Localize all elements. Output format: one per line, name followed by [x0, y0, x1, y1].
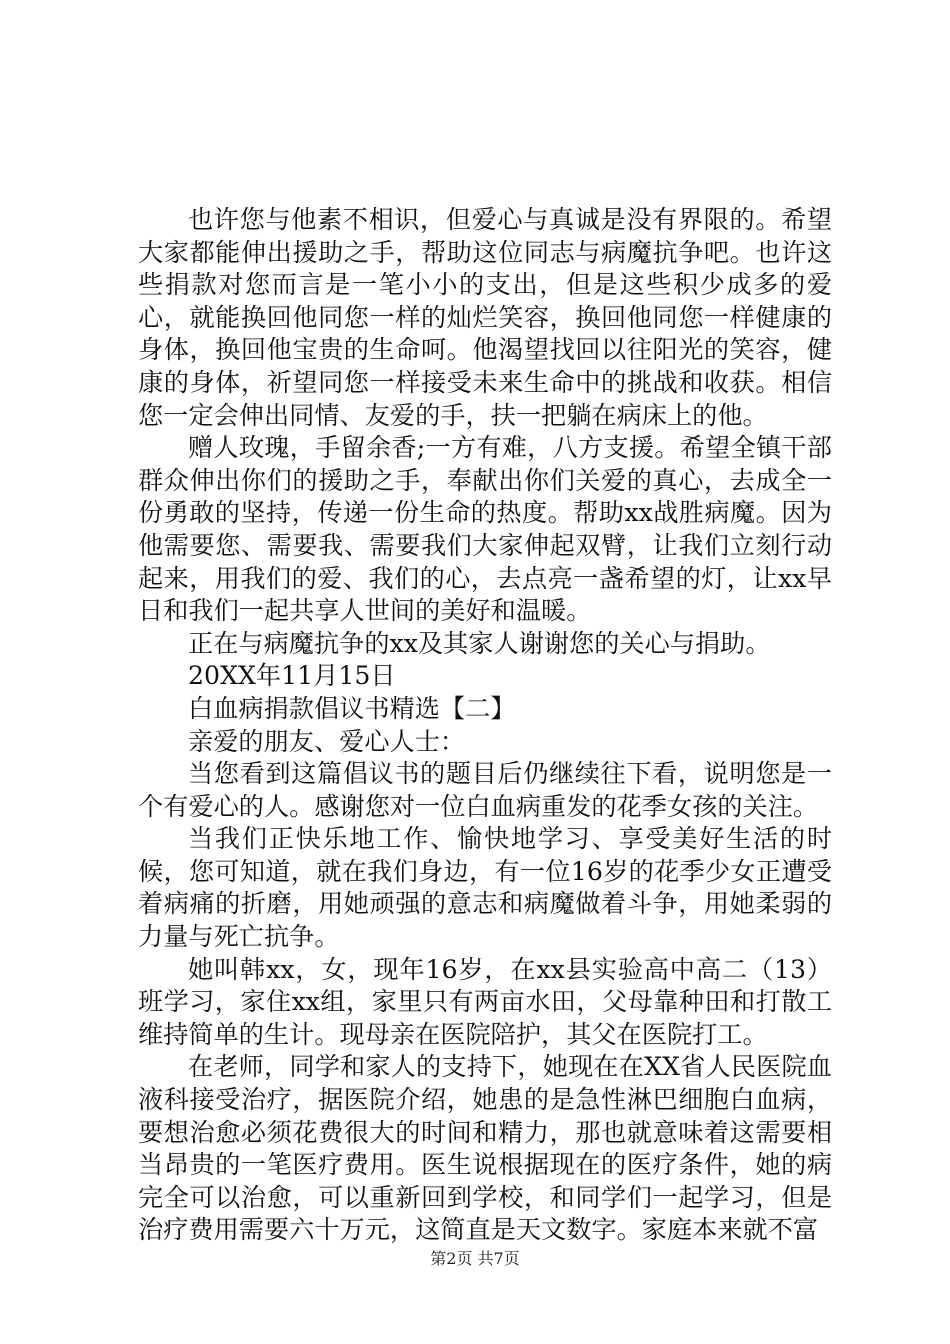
- section-heading: 白血病捐款倡议书精选【二】: [188, 693, 516, 723]
- paragraph-identity: 她叫韩xx，女，现年16岁，在xx县实验高中高二（13）班学习，家住xx组，家里只有两亩水田，父母靠种田和打散工维持简单的生计。现母亲在医院陪护，其父在医院打工。: [138, 954, 832, 1049]
- date-line: 20XX年11月15日: [188, 661, 396, 691]
- salutation: 亲爱的朋友、爱心人士：: [188, 726, 466, 756]
- page-number-footer: 第2页 共7页: [430, 1249, 520, 1268]
- thanks-line: 正在与病魔抗争的xx及其家人谢谢您的关心与捐助。: [188, 628, 771, 658]
- paragraph-intro: 当您看到这篇倡议书的题目后仍继续往下看，说明您是一个有爱心的人。感谢您对一位白血病重发的花季女孩的关注。: [138, 759, 832, 821]
- document-body: [138, 204, 832, 1247]
- paragraph-background: 当我们正快乐地工作、愉快地学习、享受美好生活的时候，您可知道，就在我们身边，有一位16岁的花季少女正遭受着病痛的折磨，用她顽强的意志和病魔做着斗争，用她柔弱的力量与死亡抗争。: [138, 824, 832, 952]
- paragraph-treatment: 在老师，同学和家人的支持下，她现在在XX省人民医院血液科接受治疗，据医院介绍，她患的是急性淋巴细胞白血病，要想治愈必须花费很大的时间和精力，那也就意味着这需要相当昂贵的一笔医疗费用。医生说根据现在的医疗条件，她的病完全可以治愈，可以重新回到学校，和同学们一起学习，但是治疗费用需要六十万元，这简直是天文数字。家庭本来就不富: [138, 1052, 832, 1245]
- paragraph-roses: 赠人玫瑰，手留余香;一方有难，八方支援。希望全镇干部群众伸出你们的援助之手，奉献出你们关爱的真心，去成全一份勇敢的坚持，传递一份生命的热度。帮助xx战胜病魔。因为他需要您、需要我、需要我们大家伸起双臂，让我们立刻行动起来，用我们的爱、我们的心，去点亮一盏希望的灯，让xx早日和我们一起共享人世间的美好和温暖。: [138, 433, 832, 626]
- paragraph-appeal: 也许您与他素不相识，但爱心与真诚是没有界限的。希望大家都能伸出援助之手，帮助这位同志与病魔抗争吧。也许这些捐款对您而言是一笔小小的支出，但是这些积少成多的爱心，就能换回他同您一样的灿烂笑容，换回他同您一样健康的身体，换回他宝贵的生命呵。他渴望找回以往阳光的笑容，健康的身体，祈望同您一样接受未来生命中的挑战和收获。相信您一定会伸出同情、友爱的手，扶一把躺在病床上的他。: [138, 205, 832, 430]
